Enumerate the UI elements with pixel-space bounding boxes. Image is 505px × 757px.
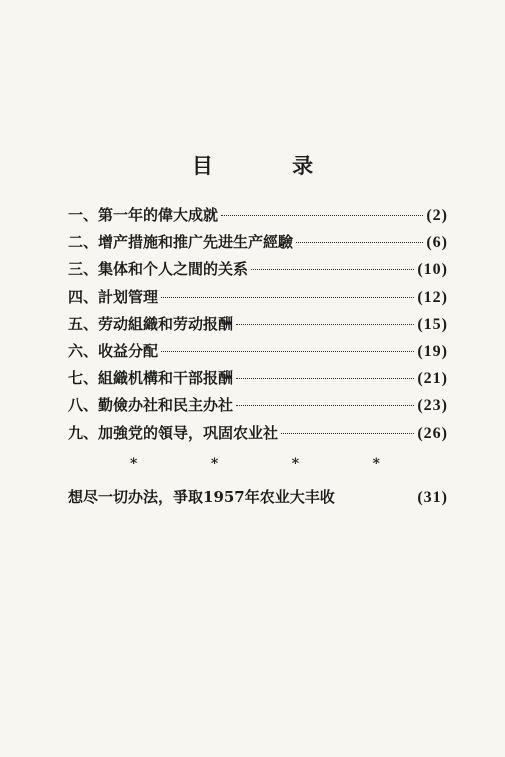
dot-leader [281, 433, 414, 434]
toc-entry-page: (21) [417, 370, 448, 388]
toc-entry-page: (15) [417, 315, 448, 333]
toc-entry-page: (19) [417, 342, 448, 360]
toc-entry-number: 八、 [68, 396, 99, 415]
page-title: 目 录 [191, 153, 350, 178]
dot-leader [236, 405, 414, 406]
dot-leader [251, 269, 414, 270]
toc-entry-number: 五、 [68, 314, 99, 333]
toc-entry-title: 集体和个人之間的关系 [98, 260, 249, 279]
toc-entry-title: 收益分配 [98, 341, 159, 360]
dot-leader [221, 215, 423, 216]
toc-entry-title: 第一年的偉大成就 [98, 206, 219, 224]
dot-leader [236, 378, 414, 379]
toc-entry [68, 422, 448, 449]
toc-entry-number: 九、 [68, 423, 99, 442]
separator-asterisk: * [210, 456, 219, 472]
separator-asterisk: * [291, 456, 300, 472]
toc-entry [68, 258, 448, 285]
dot-leader [236, 324, 414, 325]
toc-entry-number: 七、 [68, 369, 99, 388]
toc-entry-title: 計划管理 [98, 287, 159, 306]
dot-leader [161, 297, 414, 298]
toc-entry-number: 六、 [68, 341, 99, 360]
separator-asterisk: * [372, 456, 380, 472]
toc-entry [68, 204, 448, 231]
toc-entry-title: 組織机構和干部报酬 [98, 369, 234, 388]
toc-entry-number: 一、 [68, 206, 99, 224]
toc-entry [68, 394, 448, 421]
toc-entry-page: (23) [417, 397, 448, 415]
toc-entry [68, 231, 448, 258]
closing-entry [68, 486, 448, 507]
toc-entry-number: 三、 [68, 260, 99, 279]
toc-entry [68, 367, 448, 394]
toc-entry-title: 劳动組織和劳动报酬 [98, 314, 234, 333]
separator-asterisk: * [130, 456, 138, 472]
table-of-contents [68, 204, 448, 449]
toc-entry-page: (12) [417, 288, 448, 306]
toc-entry [68, 286, 448, 313]
toc-entry-title: 增产措施和推广先进生产經驗 [98, 233, 294, 252]
toc-entry-page: (10) [417, 261, 448, 279]
toc-entry [68, 313, 448, 340]
closing-entry-title: 想尽一切办法，爭取1957年农业大丰收 [68, 488, 335, 506]
closing-entry-page: (31) [417, 489, 448, 506]
toc-entry-number: 二、 [68, 233, 99, 252]
toc-entry-page: (2) [426, 207, 448, 224]
toc-entry-page: (6) [426, 234, 448, 252]
toc-entry-page: (26) [417, 424, 448, 442]
section-separator [130, 456, 380, 472]
dot-leader [161, 351, 414, 352]
dot-leader [296, 242, 423, 243]
toc-entry [68, 340, 448, 367]
toc-entry-title: 加強党的領导，巩固农业社 [98, 423, 279, 442]
toc-entry-number: 四、 [68, 287, 99, 306]
toc-entry-title: 勤儉办社和民主办社 [98, 396, 234, 415]
